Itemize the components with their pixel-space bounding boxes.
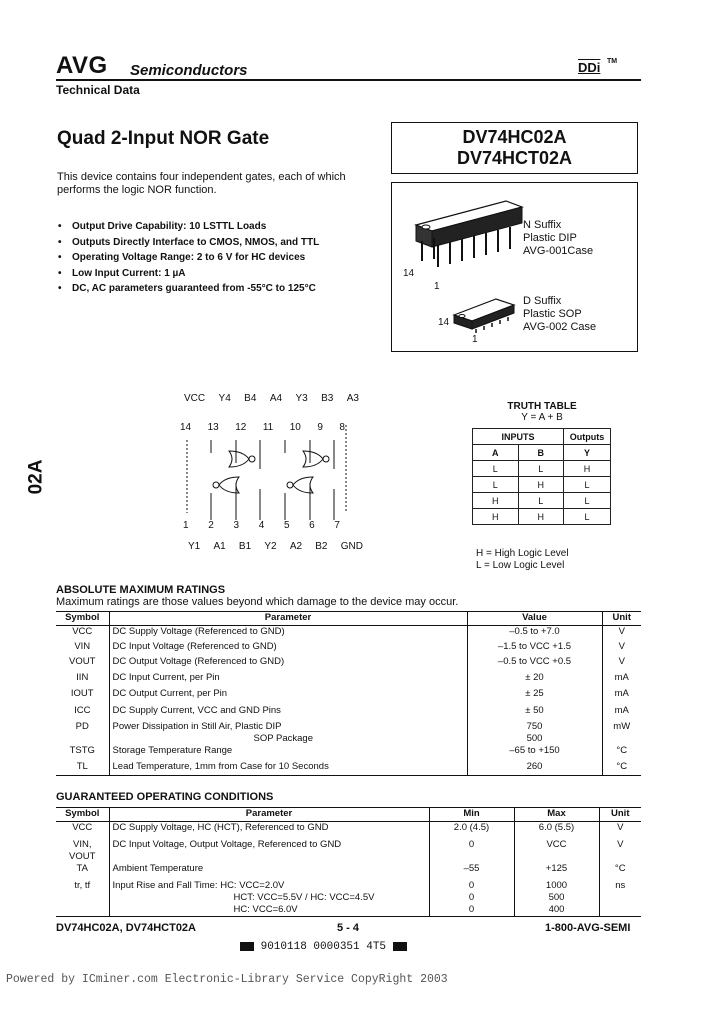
parameter: DC Input Voltage, Output Voltage, Referenced to GND: [109, 839, 429, 863]
sop-case: AVG-002 Case: [523, 321, 597, 333]
sop-info: [523, 295, 596, 334]
unit: °C: [602, 745, 641, 761]
pin-name: A2: [289, 541, 303, 552]
section-label: Technical Data: [56, 83, 140, 97]
package-drawings: [392, 183, 637, 351]
min-line: 0: [468, 891, 475, 903]
max-line: 1000: [545, 879, 568, 891]
value: –1.5 to VCC +1.5: [467, 641, 602, 656]
min: 0: [429, 839, 514, 863]
inputs-header: INPUTS: [473, 429, 564, 445]
feature-item: • DC, AC parameters guaranteed from -55°C to 125°C: [58, 283, 319, 299]
max: VCC: [514, 839, 599, 863]
pin-name: A3: [346, 393, 359, 404]
symbol: VIN: [74, 640, 91, 652]
parameter-line: Input Rise and Fall Time: HC: VCC=2.0V: [112, 879, 285, 891]
parameter: DC Output Voltage (Referenced to GND): [109, 656, 467, 672]
sop-pin-1: 1: [472, 334, 478, 345]
outputs-header: Outputs: [564, 429, 611, 445]
symbol: IIN: [76, 671, 89, 683]
pin-number: 11: [262, 422, 274, 433]
brand-name: AVG: [56, 52, 108, 79]
op-cond-table: [56, 807, 641, 917]
cell: L: [564, 493, 611, 509]
legend-low: L = Low Logic Level: [476, 560, 565, 571]
footer-phone: 1-800-AVG-SEMI: [545, 922, 631, 934]
parameter: [109, 721, 467, 745]
feature-item: • Low Input Current: 1 µA: [58, 268, 319, 284]
trademark-mark: TM: [607, 58, 618, 65]
top-pin-names: [184, 393, 359, 404]
truth-table: [472, 428, 611, 525]
cell: H: [518, 477, 564, 493]
unit: V: [599, 839, 641, 863]
value: ± 20: [467, 672, 602, 688]
dip-case: AVG-001Case: [523, 245, 594, 257]
col-y: Y: [564, 445, 611, 461]
value: 260: [467, 761, 602, 776]
pin-name-gnd: GND: [340, 541, 363, 552]
pin-number: 6: [309, 520, 315, 531]
table-row: [56, 761, 641, 776]
table-row: [56, 745, 641, 761]
min: 2.0 (4.5): [429, 822, 514, 839]
pin-number: 7: [334, 520, 340, 531]
symbol: IOUT: [70, 687, 94, 699]
table-row: [56, 656, 641, 672]
pin-name: B1: [238, 541, 252, 552]
cell: L: [564, 477, 611, 493]
table-row: [56, 839, 641, 863]
col-header: Symbol: [56, 612, 109, 626]
legend-high: H = High Logic Level: [476, 548, 569, 559]
symbol: VCC: [72, 822, 93, 833]
page-title: Quad 2-Input NOR Gate: [57, 128, 270, 149]
symbol: ICC: [74, 704, 91, 716]
max-line: 500: [548, 891, 565, 903]
table-row: [56, 822, 641, 839]
header-rule: [56, 79, 641, 81]
barcode: [240, 941, 407, 953]
parameter: DC Output Current, per Pin: [109, 688, 467, 705]
abs-max-title: ABSOLUTE MAXIMUM RATINGS: [56, 584, 226, 596]
feature-item: • Outputs Directly Interface to CMOS, NMOS, and TTL: [58, 237, 319, 253]
pin-name: A1: [213, 541, 226, 552]
op-cond-title: GUARANTEED OPERATING CONDITIONS: [56, 791, 274, 803]
unit: V: [602, 641, 641, 656]
pin-number: 5: [283, 520, 290, 531]
pin-number: 1: [183, 520, 189, 531]
parameter-line: HCT: VCC=5.5V / HC: VCC=4.5V: [233, 891, 375, 903]
truth-table-equation: Y = A + B: [521, 412, 563, 423]
pinout-diagram: [175, 393, 365, 563]
cell: H: [473, 509, 519, 525]
min-line: 0: [468, 903, 475, 915]
table-row: [56, 863, 641, 880]
pin-number: 14: [180, 422, 192, 433]
pin-number: 2: [208, 520, 214, 531]
max-line: 400: [548, 903, 565, 915]
parameter-line: SOP Package: [253, 732, 314, 744]
cell: L: [518, 461, 564, 477]
pin-number: 8: [339, 422, 345, 433]
col-header: Parameter: [109, 808, 429, 822]
sop-type: Plastic SOP: [523, 308, 582, 320]
sop-pin-14: 14: [438, 317, 450, 328]
table-row: [56, 641, 641, 656]
dip-info: [523, 219, 593, 258]
table-row: [473, 477, 611, 493]
cell: L: [564, 509, 611, 525]
table-row: [56, 688, 641, 705]
pin-name-vcc: VCC: [184, 393, 206, 404]
col-header: Symbol: [56, 808, 109, 822]
col-header: Parameter: [109, 612, 467, 626]
min: [429, 880, 514, 917]
sop-package-icon: [454, 299, 514, 333]
ddi-logo: DDi: [578, 60, 601, 75]
table-row: [473, 493, 611, 509]
barcode-text: 9010118 0000351 4T5: [260, 941, 387, 953]
brand-subtitle: Semiconductors: [130, 62, 248, 79]
cell: L: [518, 493, 564, 509]
sop-suffix: D Suffix: [523, 295, 562, 307]
parameter: [109, 880, 429, 917]
footer-part-numbers: DV74HC02A, DV74HCT02A: [56, 922, 196, 934]
table-row: [473, 461, 611, 477]
col-header: Unit: [599, 808, 641, 822]
min-line: 0: [468, 879, 475, 891]
parameter-line: Power Dissipation in Still Air, Plastic DIP: [112, 720, 282, 732]
pin-name: Y4: [218, 393, 231, 404]
parameter: Storage Temperature Range: [109, 745, 467, 761]
pin-number: 13: [207, 422, 219, 433]
parameter: DC Supply Voltage, HC (HCT), Referenced to GND: [109, 822, 429, 839]
part-number-hc: DV74HC02A: [462, 127, 567, 147]
feature-list: [58, 221, 319, 299]
pin-name: Y1: [188, 541, 201, 552]
cell: H: [564, 461, 611, 477]
table-row: [56, 672, 641, 688]
cell: H: [473, 493, 519, 509]
pin-name: B4: [244, 393, 257, 404]
package-box: [391, 182, 638, 352]
barcode-bar-left: [240, 942, 254, 951]
pin-number: 4: [258, 520, 265, 531]
unit: V: [602, 626, 641, 641]
col-b: B: [518, 445, 564, 461]
dip-suffix: N Suffix: [523, 219, 562, 231]
dip-package-icon: [416, 201, 522, 267]
value: –0.5 to VCC +0.5: [467, 656, 602, 672]
pin-name: B3: [321, 393, 334, 404]
symbol: VCC: [72, 626, 93, 637]
part-number-box: [391, 122, 638, 174]
unit: °C: [602, 761, 641, 776]
value-line: 750: [526, 720, 543, 732]
table-row: [56, 721, 641, 745]
bottom-pin-numbers: [183, 520, 340, 531]
pin-number: 9: [317, 422, 323, 433]
parameter: Ambient Temperature: [109, 863, 429, 880]
col-header: Value: [467, 612, 602, 626]
unit: mA: [602, 672, 641, 688]
truth-table-title: TRUTH TABLE: [507, 401, 577, 412]
dip-type: Plastic DIP: [523, 232, 577, 244]
pin-name: A4: [269, 393, 283, 404]
symbol: TL: [56, 761, 109, 776]
symbol: PD: [75, 720, 89, 732]
symbol: VOUT: [69, 655, 96, 667]
pin-name: B2: [315, 541, 328, 552]
value: –65 to +150: [467, 745, 602, 761]
truth-table-legend: [476, 548, 569, 572]
table-row: [56, 705, 641, 721]
barcode-bar-right: [393, 942, 407, 951]
unit: V: [599, 822, 641, 839]
symbol: TSTG: [69, 744, 95, 756]
pin-number: 3: [233, 520, 240, 531]
bottom-pin-names: [188, 541, 363, 552]
max: +125: [514, 863, 599, 880]
unit: mA: [602, 688, 641, 705]
max: 6.0 (5.5): [514, 822, 599, 839]
dip-pin-1: 1: [434, 281, 440, 292]
unit: V: [602, 656, 641, 672]
abs-max-subtitle: Maximum ratings are those values beyond which damage to the device may occur.: [56, 596, 459, 608]
dip-pin-14: 14: [403, 268, 415, 279]
value: [467, 721, 602, 745]
pin-name: Y3: [295, 393, 308, 404]
col-header: Unit: [602, 612, 641, 626]
col-a: A: [473, 445, 519, 461]
abs-max-table: [56, 611, 641, 776]
parameter-line: HC: VCC=6.0V: [233, 903, 298, 915]
min: –55: [429, 863, 514, 880]
value-line: 500: [526, 732, 543, 744]
unit: mA: [602, 705, 641, 721]
symbol: TA: [76, 862, 88, 874]
parameter: DC Supply Voltage (Referenced to GND): [109, 626, 467, 641]
max: [514, 880, 599, 917]
top-pin-numbers: [180, 422, 345, 433]
parameter: DC Supply Current, VCC and GND Pins: [109, 705, 467, 721]
parameter: DC Input Current, per Pin: [109, 672, 467, 688]
table-row: [56, 626, 641, 641]
description: This device contains four independent gates, each of which performs the logic NOR function.: [57, 171, 346, 196]
cell: H: [518, 509, 564, 525]
col-header: Max: [514, 808, 599, 822]
symbol: VIN, VOUT: [69, 838, 96, 862]
table-row: [56, 880, 641, 917]
pin-number: 10: [289, 422, 301, 433]
unit: mW: [602, 721, 641, 745]
part-number-hct: DV74HCT02A: [456, 148, 573, 168]
side-part-label: 02A: [25, 459, 47, 495]
unit: ns: [599, 880, 641, 917]
page-number: 5 - 4: [337, 922, 360, 934]
col-header: Min: [429, 808, 514, 822]
feature-item: • Output Drive Capability: 10 LSTTL Loads: [58, 221, 319, 237]
pin-name: Y2: [264, 541, 277, 552]
feature-item: • Operating Voltage Range: 2 to 6 V for HC devices: [58, 252, 319, 268]
unit: °C: [599, 863, 641, 880]
value: ± 50: [467, 705, 602, 721]
parameter: DC Input Voltage (Referenced to GND): [109, 641, 467, 656]
symbol: tr, tf: [56, 880, 109, 917]
powered-by-watermark: Powered by ICminer.com Electronic-Library Service CopyRight 2003: [6, 973, 448, 986]
table-row: [473, 509, 611, 525]
logic-diagram-lines: [175, 393, 365, 563]
value: –0.5 to +7.0: [467, 626, 602, 641]
pin-number: 12: [235, 422, 247, 433]
cell: L: [473, 477, 519, 493]
parameter: Lead Temperature, 1mm from Case for 10 Seconds: [109, 761, 467, 776]
cell: L: [473, 461, 519, 477]
value: ± 25: [467, 688, 602, 705]
